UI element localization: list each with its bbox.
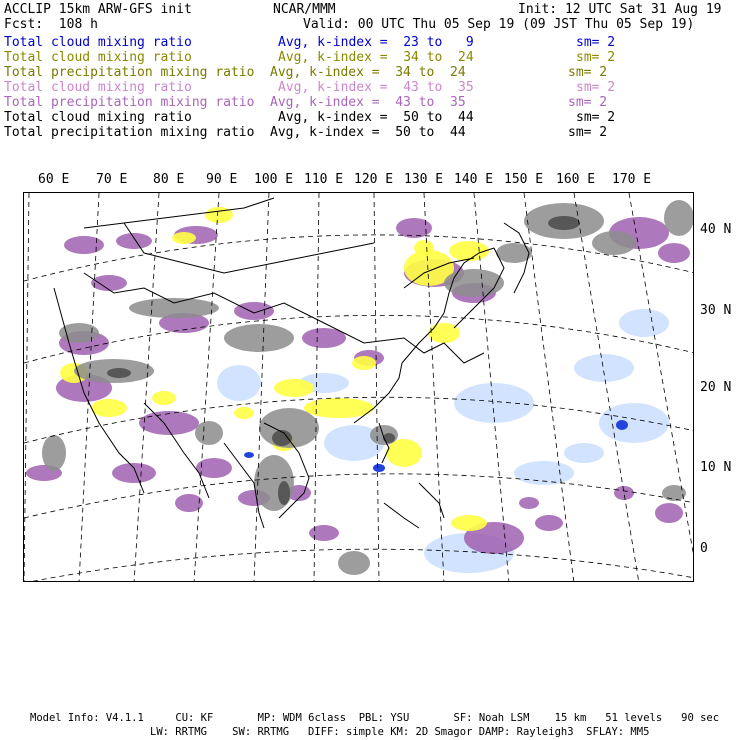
field-avg: Avg, k-index = 43 to 35	[278, 80, 474, 95]
shaded-region	[64, 236, 104, 254]
shaded-region	[574, 354, 634, 382]
init-time: Init: 12 UTC Sat 31 Aug 19	[518, 2, 722, 17]
lat-label: 30 N	[700, 303, 732, 318]
lon-label: 130 E	[404, 172, 444, 187]
field-avg: Avg, k-index = 23 to 9	[278, 35, 474, 50]
shaded-region	[614, 486, 634, 500]
lat-label: 0	[700, 541, 708, 556]
shaded-region	[414, 240, 434, 256]
lat-label: 20 N	[700, 380, 732, 395]
shaded-region	[373, 464, 385, 472]
shaded-region	[428, 323, 460, 343]
shaded-region	[152, 391, 176, 405]
org-title: NCAR/MMM	[273, 2, 336, 17]
lat-label: 40 N	[700, 222, 732, 237]
shaded-region	[91, 275, 127, 291]
field-name: Total cloud mixing ratio	[4, 110, 192, 125]
shaded-region	[655, 503, 683, 523]
shaded-region	[107, 368, 131, 378]
shaded-region	[664, 200, 694, 236]
field-name: Total cloud mixing ratio	[4, 50, 192, 65]
field-name: Total precipitation mixing ratio	[4, 65, 255, 80]
field-avg: Avg, k-index = 43 to 35	[270, 95, 466, 110]
shaded-region	[91, 399, 127, 417]
shaded-region	[535, 515, 563, 531]
field-smoothing: sm= 2	[568, 65, 608, 80]
shaded-region	[244, 452, 254, 458]
shaded-region	[274, 379, 314, 397]
shaded-region	[234, 407, 254, 419]
field-name: Total precipitation mixing ratio	[4, 125, 255, 140]
shaded-region	[548, 216, 580, 230]
lon-label: 60 E	[38, 172, 70, 187]
shaded-region	[444, 269, 504, 297]
field-name: Total cloud mixing ratio	[4, 80, 192, 95]
shaded-region	[112, 463, 156, 483]
lon-label: 160 E	[556, 172, 596, 187]
shaded-region	[662, 485, 686, 501]
shaded-region	[616, 420, 628, 430]
shaded-region	[658, 243, 690, 263]
shaded-region	[172, 232, 196, 244]
forecast-hour: Fcst: 108 h	[4, 17, 98, 32]
shaded-region	[278, 481, 290, 505]
model-info-line2: LW: RRTMG SW: RRTMG DIFF: simple KM: 2D Smagor DAMP: Rayleigh3 SFLAY: MM5	[150, 726, 650, 738]
field-smoothing: sm= 2	[568, 95, 608, 110]
shaded-region	[59, 323, 99, 343]
lon-label: 70 E	[96, 172, 128, 187]
shaded-region	[592, 231, 636, 255]
gray-shading	[42, 200, 694, 575]
graticule	[24, 193, 694, 582]
lon-label: 140 E	[454, 172, 494, 187]
valid-time: Valid: 00 UTC Thu 05 Sep 19 (09 JST Thu 05 Sep 19)	[303, 17, 695, 32]
shaded-region	[599, 403, 669, 443]
field-smoothing: sm= 2	[576, 35, 616, 50]
shaded-region	[129, 298, 219, 318]
lon-label: 110 E	[304, 172, 344, 187]
shaded-region	[619, 309, 669, 337]
shaded-region	[449, 241, 489, 261]
shaded-region	[234, 302, 274, 320]
field-avg: Avg, k-index = 34 to 24	[278, 50, 474, 65]
shaded-region	[451, 515, 487, 531]
lon-label: 100 E	[254, 172, 294, 187]
purple-shading	[26, 217, 690, 554]
field-name: Total cloud mixing ratio	[4, 35, 192, 50]
lon-label: 170 E	[612, 172, 652, 187]
shaded-region	[42, 435, 66, 471]
lon-label: 80 E	[153, 172, 185, 187]
shaded-region	[116, 233, 152, 249]
shaded-region	[519, 497, 539, 509]
shaded-region	[304, 398, 374, 418]
shaded-region	[309, 525, 339, 541]
field-avg: Avg, k-index = 34 to 24	[270, 65, 466, 80]
shaded-region	[217, 365, 261, 401]
shaded-region	[352, 356, 376, 370]
shaded-region	[564, 443, 604, 463]
field-avg: Avg, k-index = 50 to 44	[270, 125, 466, 140]
shaded-region	[454, 383, 534, 423]
field-smoothing: sm= 2	[568, 125, 608, 140]
shaded-region	[196, 458, 232, 478]
shaded-region	[254, 455, 294, 511]
shaded-region	[383, 433, 395, 443]
shaded-region	[338, 551, 370, 575]
lon-label: 90 E	[206, 172, 238, 187]
field-smoothing: sm= 2	[576, 50, 616, 65]
field-smoothing: sm= 2	[576, 80, 616, 95]
lon-label: 120 E	[354, 172, 394, 187]
map-canvas	[24, 193, 694, 582]
field-name: Total precipitation mixing ratio	[4, 95, 255, 110]
weather-map	[23, 192, 694, 582]
shaded-region	[496, 243, 532, 263]
shaded-region	[195, 421, 223, 445]
model-info-line1: Model Info: V4.1.1 CU: KF MP: WDM 6class PBL: YSU SF: Noah LSM 15 km 51 levels 90 sec	[30, 712, 720, 724]
lon-label: 150 E	[504, 172, 544, 187]
shaded-region	[224, 324, 294, 352]
field-avg: Avg, k-index = 50 to 44	[278, 110, 474, 125]
lat-label: 10 N	[700, 460, 732, 475]
field-smoothing: sm= 2	[576, 110, 616, 125]
model-title: ACCLIP 15km ARW-GFS init	[4, 2, 192, 17]
